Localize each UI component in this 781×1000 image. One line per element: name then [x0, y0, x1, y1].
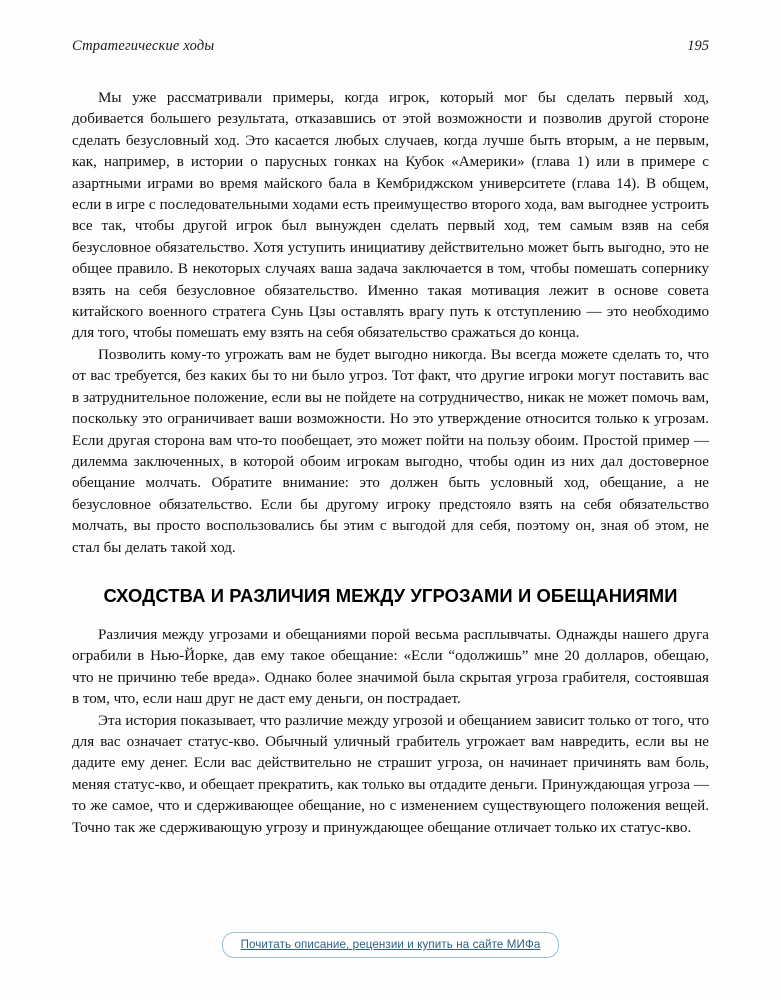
- page-footer: [0, 932, 781, 958]
- paragraph: Эта история показывает, что различие между угрозой и обещанием зависит только от того, что для вас означает статус-кво. Обычный уличный грабитель угрожает вам навредить, если вы не дадите ему денег. Если вас действительно не страшит угроза, он начинает причинять вам боль, меняя статус-кво, и обещает прекратить, как только вы отдадите деньги. Принуждающая угроза — то же самое, что и сдерживающее обещание, но с изменением существующего положения вещей. Точно так же сдерживающую угрозу и принуждающее обещание отличает только их статус-кво.: [72, 712, 709, 836]
- page-number: 195: [687, 38, 709, 54]
- paragraph: Мы уже рассматривали примеры, когда игрок, который мог бы сделать первый ход, добивается большего результата, отказавшись от этой возможности и позволив другой стороне сделать безусловный ход. Это касается любых случаев, когда лучше быть вторым, а не первым, как, например, в истории о парусных гонках на Кубок «Америки» (глава 1) или в примере с азартными играми во время майского бала в Кембриджском университете (глава 14). В общем, если в игре с последовательными ходами есть преимущество второго хода, вам выгоднее устроить все так, чтобы другой игрок был вынужден сделать первый ход, тем самым взяв на себя безусловное обязательство. Хотя уступить инициативу действительно может быть выгодно, это не общее правило. В некоторых случаях ваша задача заключается в том, чтобы помешать сопернику взять на себя безусловное обязательство. Именно такая мотивация лежит в основе совета китайского военного стратега Сунь Цзы оставлять врагу путь к отступлению — это необходимо для того, чтобы помешать ему взять на себя обязательство сражаться до конца.: [72, 90, 709, 342]
- section-heading: СХОДСТВА И РАЗЛИЧИЯ МЕЖДУ УГРОЗАМИ И ОБЕЩАНИЯМИ: [103, 584, 678, 606]
- running-title: Стратегические ходы: [72, 38, 215, 54]
- page-header: [72, 38, 709, 60]
- paragraph: Различия между угрозами и обещаниями порой весьма расплывчаты. Однажды нашего друга ограбили в Нью-Йорке, дав ему такое обещание: «Если “одолжишь” мне 20 долларов, обещаю, что не причиню тебе вреда». Однако более значимой была скрытая угроза грабителя, состоявшая в том, что, если наш друг не даст ему деньги, он пострадает.: [72, 626, 709, 708]
- page-content: [72, 88, 709, 839]
- publisher-link[interactable]: Почитать описание, рецензии и купить на сайте МИФа: [222, 932, 560, 958]
- paragraph: Позволить кому-то угрожать вам не будет выгодно никогда. Вы всегда можете сделать то, что от вас требуется, без каких бы то ни было угроз. Тот факт, что другие игроки могут поставить вас в затруднительное положение, если вы не пойдете на сотрудничество, никак не может помочь вам, поскольку это ограничивает ваши возможности. Но это утверждение относится только к угрозам. Если другая сторона вам что-то пообещает, это может пойти на пользу обоим. Простой пример — дилемма заключенных, в которой обоим игрокам выгодно, чтобы один из них дал достоверное обещание молчать. Обратите внимание: это должен быть условный ход, обещание, а не безусловное обязательство. Если бы другому игроку предстояло взять на себя обязательство молчать, вы просто воспользовались бы этим с выгодой для себя, поэтому он, зная об этом, не стал бы делать такой ход.: [72, 346, 709, 556]
